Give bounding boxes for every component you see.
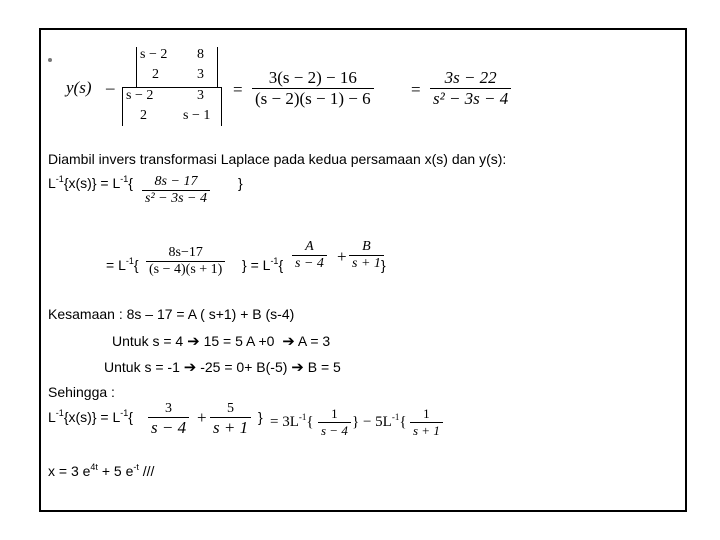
rhs-expression — [352, 414, 407, 431]
xs-fraction — [142, 174, 210, 207]
plus-sign: + — [197, 408, 207, 427]
den-matrix-left-bar — [122, 88, 123, 126]
fraction-numerator: 8s − 17 — [154, 174, 198, 189]
right-arrow-icon: ➔ — [187, 332, 200, 350]
equals-sign: = — [233, 80, 243, 99]
laplace-symbol: L — [48, 175, 56, 191]
fraction-a — [292, 239, 327, 272]
num-matrix-cell: s − 2 — [140, 47, 168, 62]
brace-close: } — [242, 257, 247, 273]
brace-open: { — [306, 414, 314, 430]
rhs-fraction-2 — [410, 406, 443, 439]
superscript: -1 — [391, 412, 400, 422]
superscript: -1 — [120, 408, 129, 418]
expression-text: = L — [106, 257, 126, 273]
brace-open: { — [128, 175, 133, 191]
brace-open: { — [133, 257, 139, 273]
factored-fraction — [146, 245, 225, 278]
untuk-s-minus1-line — [104, 358, 341, 376]
bullet-dot — [48, 58, 52, 62]
answer-text: + 5 e — [97, 463, 134, 479]
brace-open: { — [128, 409, 133, 425]
num-matrix-cell: 2 — [152, 67, 159, 82]
den-matrix-cell: s − 2 — [126, 88, 154, 103]
fraction-denominator: (s − 2)(s − 1) − 6 — [252, 88, 374, 109]
condition-text: Untuk s = -1 — [104, 359, 180, 375]
rhs-expression — [270, 414, 314, 431]
expression-text: {x(s)} = L — [63, 175, 121, 191]
fraction-5 — [210, 401, 251, 438]
fraction-denominator: s + 1 — [410, 422, 443, 439]
sehingga-label: Sehingga : — [48, 384, 115, 400]
fraction-numerator: 1 — [331, 406, 338, 421]
den-matrix-cell: 3 — [197, 88, 204, 103]
num-matrix-cell: 8 — [197, 47, 204, 62]
instruction-text: Diambil invers transformasi Laplace pada kedua persamaan x(s) dan y(s): — [48, 151, 507, 167]
factored-line — [106, 256, 139, 274]
right-arrow-icon: ➔ — [183, 358, 197, 376]
fraction-numerator: 5 — [227, 401, 235, 416]
num-matrix-left-bar — [136, 47, 137, 87]
equation-text: 15 = 5 A +0 — [203, 333, 275, 349]
partial-fraction-line — [242, 256, 283, 274]
fraction-denominator: s² − 3s − 4 — [430, 88, 511, 109]
simplified-fraction — [252, 68, 374, 109]
fraction-dash: – — [106, 78, 115, 97]
den-matrix-right-bar — [221, 88, 222, 126]
den-matrix-cell: 2 — [140, 108, 147, 123]
equals-sign: = — [411, 80, 421, 99]
fraction-numerator: A — [305, 239, 314, 254]
result-text: A = 3 — [297, 333, 331, 349]
superscript: 4t — [90, 462, 98, 472]
brace-open: { — [278, 257, 284, 273]
fraction-numerator: B — [362, 239, 371, 254]
fraction-3 — [148, 401, 189, 438]
kesamaan-line: Kesamaan : 8s – 17 = A ( s+1) + B (s-4) — [48, 306, 295, 322]
equation-text: -25 = 0+ B(-5) — [200, 359, 288, 375]
expression-text: = 3L — [270, 414, 299, 430]
expression-text: } − 5L — [352, 414, 392, 430]
brace-close: } — [238, 175, 243, 191]
brace-close: } — [381, 257, 386, 273]
rhs-fraction-1 — [318, 406, 351, 439]
untuk-s-4-line — [112, 332, 330, 350]
fraction-denominator: s² − 3s − 4 — [142, 190, 210, 207]
superscript: -1 — [55, 174, 64, 184]
final-answer — [48, 462, 154, 480]
inverse-laplace-line — [48, 174, 133, 192]
fraction-numerator: 1 — [423, 406, 430, 421]
fraction-denominator: s + 1 — [349, 255, 384, 272]
fraction-numerator: 8s−17 — [168, 245, 203, 260]
fraction-numerator: 3s − 22 — [444, 68, 497, 87]
result-text: B = 5 — [307, 359, 341, 375]
brace-open: { — [399, 414, 407, 430]
right-arrow-icon: ➔ — [282, 332, 295, 350]
fraction-denominator: s − 4 — [318, 422, 351, 439]
expression-text: = L — [250, 257, 271, 273]
final-laplace-line — [48, 408, 133, 426]
y-of-s-label: y(s) — [66, 78, 92, 97]
laplace-symbol: L — [48, 409, 56, 425]
superscript: -1 — [120, 174, 129, 184]
superscript: -1 — [270, 256, 279, 266]
result-fraction — [430, 68, 511, 109]
right-arrow-icon: ➔ — [291, 358, 304, 376]
num-matrix-cell: 3 — [197, 67, 204, 82]
answer-text: x = 3 e — [48, 463, 91, 479]
fraction-denominator: (s − 4)(s + 1) — [146, 261, 225, 278]
fraction-denominator: s + 1 — [210, 417, 251, 438]
plus-sign: + — [337, 247, 347, 266]
superscript: -1 — [125, 256, 134, 266]
expression-text: {x(s)} = L — [63, 409, 121, 425]
fraction-numerator: 3 — [165, 401, 173, 416]
fraction-denominator: s − 4 — [292, 255, 327, 272]
condition-text: Untuk s = 4 — [112, 333, 184, 349]
fraction-b — [349, 239, 384, 272]
answer-text: /// — [138, 463, 155, 479]
superscript: -1 — [298, 412, 307, 422]
superscript: -t — [133, 462, 139, 472]
num-matrix-right-bar — [217, 47, 218, 87]
den-matrix-cell: s − 1 — [183, 108, 211, 123]
superscript: -1 — [55, 408, 64, 418]
fraction-denominator: s − 4 — [148, 417, 189, 438]
fraction-numerator: 3(s − 2) − 16 — [268, 68, 357, 87]
brace-close: } — [258, 409, 263, 425]
